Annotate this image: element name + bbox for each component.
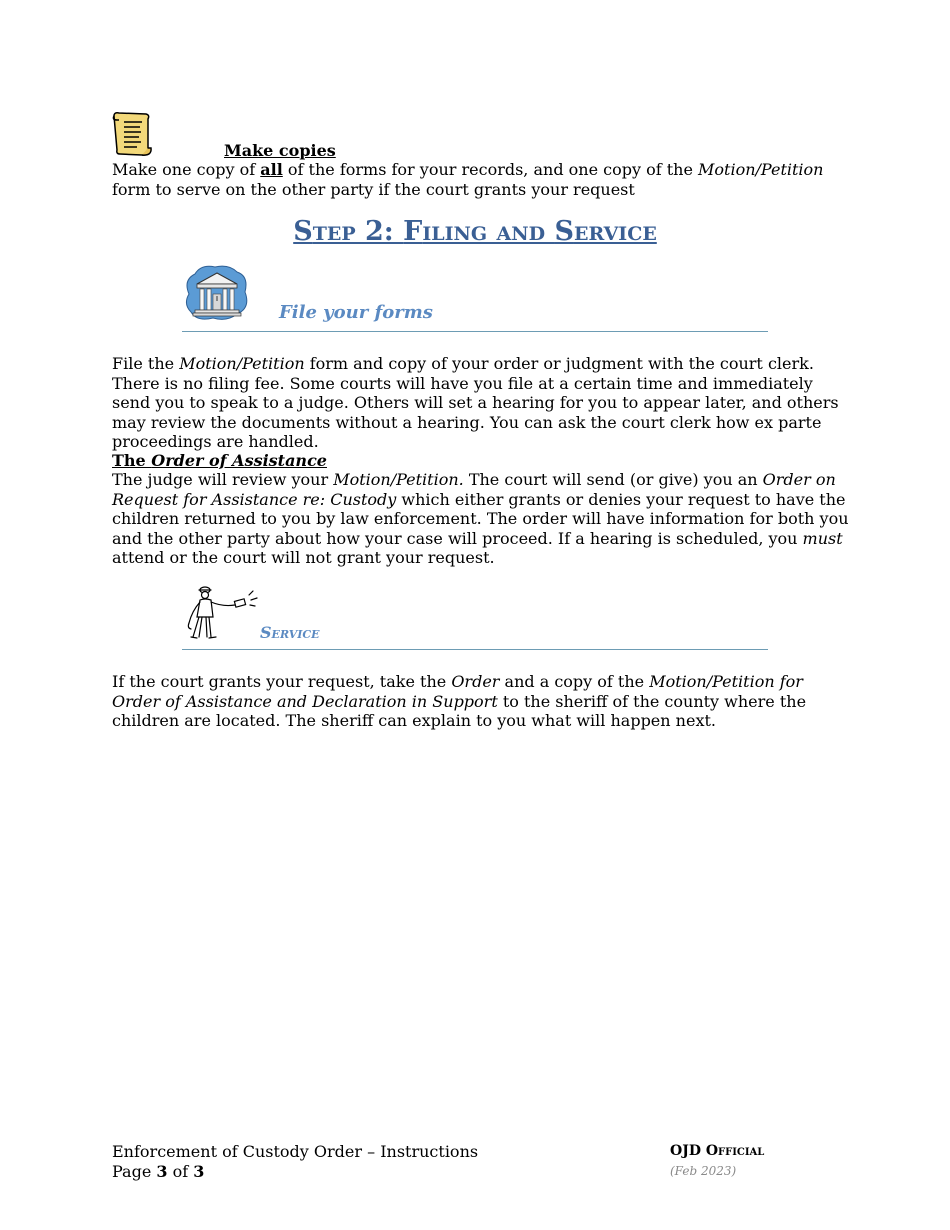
footer-doc-title: Enforcement of Custody Order – Instructions: [112, 1142, 479, 1161]
text-run: of: [167, 1161, 194, 1181]
order-of-assistance-paragraph: [112, 470, 852, 568]
form-name: Order: [451, 672, 500, 691]
footer-page-number: [112, 1162, 478, 1182]
title-small-caps: tep 2:: [312, 216, 404, 247]
step-2-title: [0, 216, 950, 247]
emphasis-must: must: [802, 528, 843, 548]
emphasis-all: all: [260, 160, 283, 179]
scroll-document-icon: [110, 110, 158, 158]
sheriff-serving-icon: [183, 583, 263, 641]
form-name: Motion/Petition: [698, 160, 824, 179]
title-cap: F: [403, 216, 423, 247]
text-run: If the court grants your request, take the: [112, 672, 452, 691]
service-paragraph: [112, 672, 852, 731]
make-copies-heading: Make copies: [224, 141, 336, 160]
text-run: Make one copy of: [112, 160, 261, 179]
form-name: Motion/Petition for Order of Assistance and Declaration in Support: [112, 672, 803, 711]
footer-date: (Feb 2023): [670, 1164, 737, 1178]
text-run: and a copy of the: [499, 672, 650, 691]
current-page: 3: [156, 1161, 168, 1181]
text-run: attend or the court will not grant your request.: [112, 548, 495, 567]
text-run: form and copy of your order or judgment with the court clerk. There is no filing fee. Some courts will have you file at a certain time and immediately send you to speak to a judge. Others will set a hearing for you to appear later, and others may review the documents without a hearing. You can ask the court clerk how ex parte proceedings are handled.: [112, 354, 839, 451]
title-cap: S: [293, 216, 313, 247]
text-run: form to serve on the other party if the court grants your request: [112, 179, 635, 199]
text-run: The judge will review your: [112, 470, 334, 489]
title-cap: S: [554, 216, 574, 247]
total-pages: 3: [193, 1161, 205, 1181]
service-heading: Service: [260, 623, 320, 642]
text-run: The: [112, 451, 152, 470]
footer-official-label: OJD Official: [670, 1143, 765, 1159]
file-forms-paragraph: [112, 354, 852, 452]
text-run: which either grants or denies your request to have the children returned to you by law enforcement. The order will have information for both you and the other party about how your case will proceed. If a hearing is scheduled, you: [112, 489, 849, 548]
section-rule: [182, 331, 768, 332]
order-of-assistance-heading: [112, 451, 327, 471]
text-run: Page: [112, 1161, 157, 1181]
section-rule: [182, 649, 768, 650]
text-run: The court will send (or give) you an: [463, 470, 763, 489]
title-small-caps: ervice: [573, 216, 657, 247]
title-small-caps: iling and: [422, 216, 555, 247]
courthouse-icon: [183, 264, 251, 322]
text-run: to the sheriff of the county where the children are located. The sheriff can explain to you what will happen next.: [112, 691, 807, 730]
text-run: of the forms for your records, and one copy of the: [282, 160, 699, 179]
text-run: File the: [112, 354, 180, 373]
make-copies-paragraph: [112, 160, 852, 199]
footer: [112, 1142, 478, 1181]
form-name: Motion/Petition.: [333, 470, 464, 489]
heading-italic: Order of Assistance: [151, 451, 327, 470]
form-name: Motion/Petition: [179, 354, 305, 373]
file-your-forms-heading: File your forms: [279, 302, 433, 323]
form-name: Order on Request for Assistance re: Custody: [112, 470, 836, 509]
